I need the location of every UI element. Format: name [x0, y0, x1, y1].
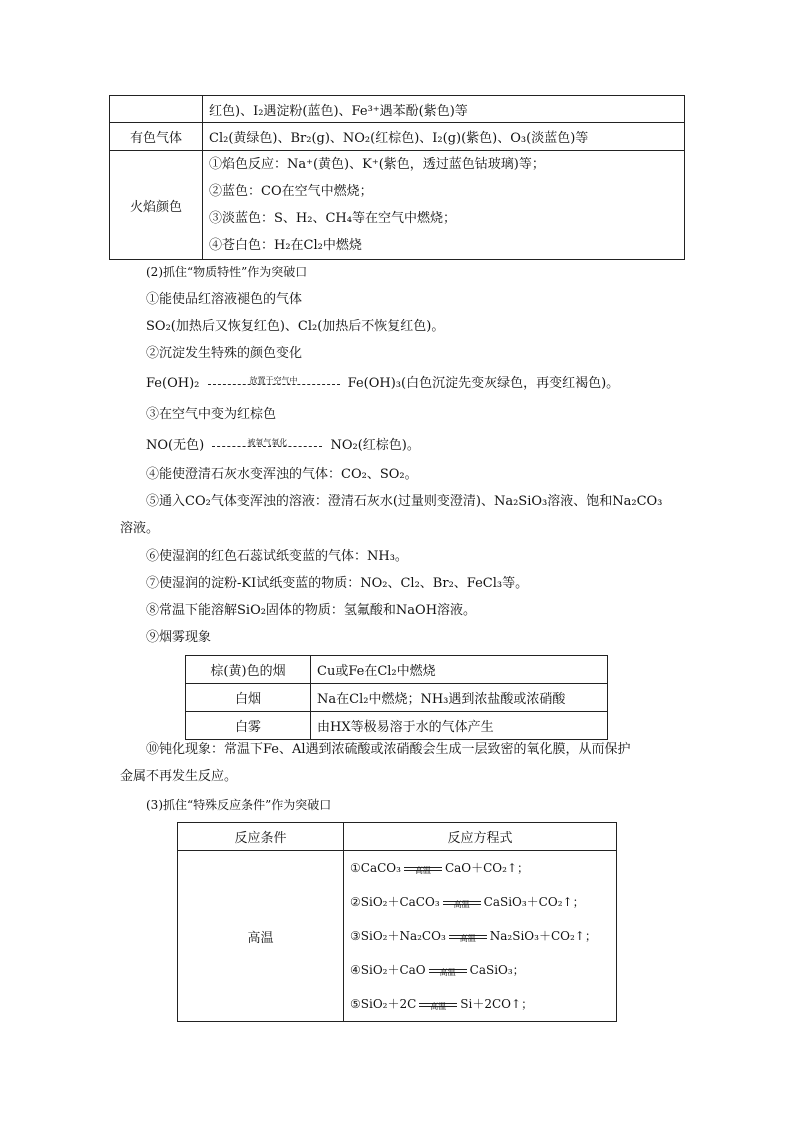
table-header-equation: 反应方程式	[344, 823, 617, 851]
product: NO₂(红棕色)。	[330, 438, 420, 453]
paragraph: ①能使品红溶液褪色的气体	[146, 292, 303, 307]
table-row	[110, 151, 685, 260]
paragraph: ②沉淀发生特殊的颜色变化	[146, 346, 303, 361]
table-row	[186, 712, 608, 740]
reactant: Fe(OH)₂	[146, 376, 200, 391]
equation-line: ①CaCO₃ 高温 CaO＋CO₂↑；	[350, 861, 529, 875]
arrow-label: 放置于空气中	[249, 376, 298, 385]
dashed-arrow-icon	[212, 438, 322, 447]
paragraph: ⑧常温下能溶解SiO₂固体的物质：氢氟酸和NaOH溶液。	[146, 603, 477, 618]
table-cell-label: 棕(黄)色的烟	[186, 656, 311, 684]
product: Fe(OH)₃(白色沉淀先变灰绿色，再变红褐色)。	[347, 376, 620, 391]
paragraph: ⑤通入CO₂气体变浑浊的溶液：澄清石灰水(过量则变澄清)、Na₂SiO₃溶液、饱和Na₂CO₃	[146, 494, 663, 509]
paragraph: ⑥使湿润的红色石蕊试纸变蓝的气体：NH₃。	[146, 549, 408, 564]
section-heading: (3)抓住“特殊反应条件”作为突破口	[146, 798, 332, 812]
table-row	[110, 123, 685, 151]
paragraph: ⑩钝化现象：常温下Fe、Al遇到浓硫酸或浓硝酸会生成一层致密的氧化膜，从而保护	[146, 742, 631, 757]
equation-line: ③SiO₂＋Na₂CO₃ 高温 Na₂SiO₃＋CO₂↑；	[350, 929, 597, 943]
table-row	[178, 823, 617, 851]
table-cell: Cl₂(黄绿色)、Br₂(g)、NO₂(红棕色)、I₂(g)(紫色)、O₃(淡蓝色)等	[203, 123, 685, 151]
reactant: NO(无色)	[146, 438, 205, 453]
smoke-fog-table	[185, 655, 608, 740]
table-cell-equations	[344, 851, 617, 1022]
paragraph: SO₂(加热后又恢复红色)、Cl₂(加热后不恢复红色)。	[146, 319, 445, 334]
table-cell-condition: 高温	[178, 851, 344, 1022]
paragraph: ④能使澄清石灰水变浑浊的气体：CO₂、SO₂。	[146, 467, 418, 482]
table-row	[186, 656, 608, 684]
table-cell-label: 有色气体	[110, 123, 203, 151]
flame-line: ④苍白色：H₂在Cl₂中燃烧	[209, 238, 362, 253]
section-heading: (2)抓住“物质特性”作为突破口	[146, 265, 308, 279]
equal-sign-icon: 高温	[429, 968, 467, 973]
table-cell: Na在Cl₂中燃烧；NH₃遇到浓盐酸或浓硝酸	[311, 684, 608, 712]
equation-line: ④SiO₂＋CaO 高温 CaSiO₃；	[350, 963, 525, 977]
paragraph: ⑦使湿润的淀粉-KI试纸变蓝的物质：NO₂、Cl₂、Br₂、FeCl₃等。	[146, 576, 529, 591]
table-cell-label: 火焰颜色	[110, 151, 203, 260]
color-table	[109, 95, 685, 260]
table-cell-label: 白烟	[186, 684, 311, 712]
flame-line: ③淡蓝色：S、H₂、CH₄等在空气中燃烧；	[209, 211, 456, 226]
table-cell	[203, 151, 685, 260]
equation-line: ②SiO₂＋CaCO₃ 高温 CaSiO₃＋CO₂↑；	[350, 895, 585, 909]
paragraph: ⑨烟雾现象	[146, 630, 212, 645]
dashed-arrow-icon	[208, 376, 340, 385]
arrow-label: 被氧气氧化	[247, 438, 288, 447]
equal-sign-icon: 高温	[419, 1002, 457, 1007]
equal-sign-icon: 高温	[443, 900, 481, 905]
table-cell-label: 白雾	[186, 712, 311, 740]
table-row	[186, 684, 608, 712]
table-cell: 红色)、I₂遇淀粉(蓝色)、Fe³⁺遇苯酚(紫色)等	[203, 96, 685, 123]
table-cell: Cu或Fe在Cl₂中燃烧	[311, 656, 608, 684]
table-row	[110, 96, 685, 123]
flame-line: ①焰色反应：Na⁺(黄色)、K⁺(紫色，透过蓝色钴玻璃)等；	[209, 157, 545, 172]
paragraph: ③在空气中变为红棕色	[146, 407, 277, 422]
reaction-line	[146, 374, 619, 394]
equal-sign-icon: 高温	[449, 934, 487, 939]
table-header-condition: 反应条件	[178, 823, 344, 851]
reaction-condition-table	[177, 822, 617, 1022]
table-cell: 由HX等极易溶于水的气体产生	[311, 712, 608, 740]
equation-line: ⑤SiO₂＋2C 高温 Si＋2CO↑；	[350, 997, 534, 1011]
reaction-line	[146, 436, 420, 456]
flame-line: ②蓝色：CO在空气中燃烧；	[209, 184, 373, 199]
equal-sign-icon: 高温	[404, 866, 442, 871]
paragraph: 金属不再发生反应。	[120, 769, 238, 784]
paragraph: 溶液。	[120, 521, 160, 536]
table-cell-empty	[110, 96, 203, 123]
table-row	[178, 851, 617, 1022]
